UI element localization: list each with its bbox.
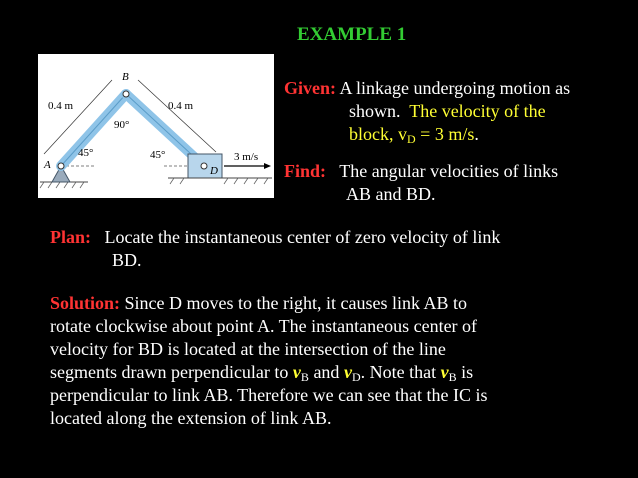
solution-line-5: perpendicular to link AB. Therefore we can see that the IC is — [50, 385, 488, 405]
label-len-ab: 0.4 m — [48, 100, 74, 112]
given-text-1: A linkage undergoing motion as — [339, 78, 571, 98]
label-angle-d: 45° — [150, 149, 166, 161]
given-text-2b: The velocity of the — [409, 101, 546, 121]
label-angle-b: 90° — [114, 119, 130, 131]
given-section — [284, 77, 634, 146]
find-section — [284, 160, 634, 206]
solution-line-2: rotate clockwise about point A. The instantaneous center of — [50, 316, 478, 336]
pin-b — [123, 91, 129, 97]
linkage-svg — [38, 54, 274, 198]
solution-section — [50, 292, 610, 430]
vector-vb-1: v — [292, 362, 301, 382]
solution-text-4d: is — [456, 362, 474, 382]
label-a: A — [44, 159, 51, 171]
solution-line-6: located along the extension of link AB. — [50, 408, 332, 428]
plan-section — [50, 226, 610, 272]
given-sub-d: D — [407, 132, 416, 146]
vector-vb-1-sub: B — [300, 370, 309, 384]
find-line-2: AB and BD. — [346, 184, 436, 204]
given-text-3c: . — [474, 124, 479, 144]
plan-line-2: BD. — [112, 250, 142, 270]
linkage-diagram — [38, 54, 274, 198]
given-label: Given: — [284, 78, 336, 98]
label-d: D — [210, 165, 218, 177]
pin-d — [201, 163, 207, 169]
given-text-2a: shown. — [349, 101, 401, 121]
vector-vb-2: v — [440, 362, 449, 382]
label-velocity: 3 m/s — [234, 151, 259, 163]
given-text-3a: block, v — [349, 124, 407, 144]
velocity-arrowhead — [264, 163, 271, 169]
given-line-3 — [284, 123, 634, 146]
find-label: Find: — [284, 161, 327, 181]
label-b: B — [122, 71, 129, 83]
plan-line-1 — [50, 226, 610, 249]
solution-text-4b: and — [308, 362, 344, 382]
ground-hatch-right — [170, 178, 268, 184]
given-line-1 — [284, 77, 634, 100]
solution-line-4 — [50, 361, 610, 384]
find-text-1: The angular velocities of links — [339, 161, 559, 181]
given-text-3b: = 3 m/s — [415, 124, 475, 144]
solution-line-1 — [50, 292, 610, 315]
vector-vb-2-sub: B — [448, 370, 457, 384]
slide-title: EXAMPLE 1 — [297, 24, 407, 45]
solution-label: Solution: — [50, 293, 121, 313]
solution-text-1: Since D moves to the right, it causes link AB to — [120, 293, 467, 313]
solution-line-3: velocity for BD is located at the intersection of the line — [50, 339, 446, 359]
given-text-3 — [349, 124, 474, 144]
find-line-1 — [284, 160, 634, 183]
label-angle-a: 45° — [78, 147, 94, 159]
given-line-2 — [284, 100, 634, 123]
label-len-bd: 0.4 m — [168, 100, 194, 112]
pin-a — [58, 163, 64, 169]
vector-vd-sub: D — [351, 370, 361, 384]
solution-text-4c: . Note that — [360, 362, 441, 382]
plan-label: Plan: — [50, 227, 92, 247]
ground-hatch-left — [40, 182, 84, 188]
plan-text-1: Locate the instantaneous center of zero velocity of link — [104, 227, 501, 247]
vector-vd: v — [343, 362, 352, 382]
solution-text-4a: segments drawn perpendicular to — [50, 362, 293, 382]
